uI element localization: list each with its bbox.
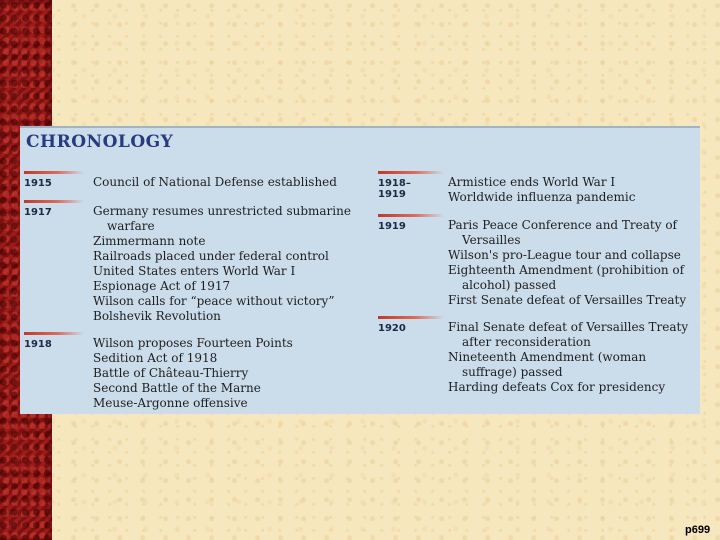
event-item: First Senate defeat of Versailles Treaty [448, 293, 687, 307]
event-item: Wilson's pro-League tour and collapse [448, 248, 681, 262]
entry-year: 1915 [24, 178, 52, 189]
year-divider [24, 332, 84, 335]
event-item: Railroads placed under federal control [93, 249, 329, 263]
chronology-title: CHRONOLOGY [26, 132, 174, 152]
event-item: Second Battle of the Marne [93, 381, 261, 395]
entry-year: 1918–1919 [378, 178, 411, 200]
year-divider [378, 316, 444, 319]
event-item: Zimmermann note [93, 234, 206, 248]
chronology-panel [20, 126, 700, 414]
entry-events [448, 218, 690, 308]
year-divider [378, 214, 444, 217]
event-item: United States enters World War I [93, 264, 296, 278]
entry-year: 1917 [24, 207, 52, 218]
event-item: Bolshevik Revolution [93, 309, 221, 323]
entry-events [448, 175, 698, 205]
entry-events [93, 204, 351, 324]
entry-year: 1918 [24, 339, 52, 350]
year-divider [24, 171, 84, 174]
entry-year: 1919 [378, 221, 406, 232]
event-item: Paris Peace Conference and Treaty of Versailles [448, 218, 678, 247]
page-number: p699 [685, 524, 711, 536]
event-item: Eighteenth Amendment (prohibition of alcohol) passed [448, 263, 685, 292]
entry-year: 1920 [378, 323, 406, 334]
event-item: Nineteenth Amendment (woman suffrage) passed [448, 350, 647, 379]
year-divider [378, 171, 444, 174]
event-item: Armistice ends World War I [448, 175, 616, 189]
event-item: Espionage Act of 1917 [93, 279, 231, 293]
event-item: Council of National Defense established [93, 175, 337, 189]
year-divider [24, 200, 84, 203]
entry-events [448, 320, 704, 395]
event-item: Meuse-Argonne offensive [93, 396, 248, 410]
event-item: Final Senate defeat of Versailles Treaty after reconsideration [448, 320, 689, 349]
event-item: Wilson calls for “peace without victory” [93, 294, 335, 308]
entry-events [93, 175, 353, 190]
event-item: Germany resumes unrestricted submarine warfare [93, 204, 351, 233]
event-item: Worldwide influenza pandemic [448, 190, 636, 204]
event-item: Sedition Act of 1918 [93, 351, 218, 365]
event-item: Battle of Château-Thierry [93, 366, 249, 380]
event-item: Harding defeats Cox for presidency [448, 380, 666, 394]
entry-events [93, 336, 353, 411]
event-item: Wilson proposes Fourteen Points [93, 336, 293, 350]
